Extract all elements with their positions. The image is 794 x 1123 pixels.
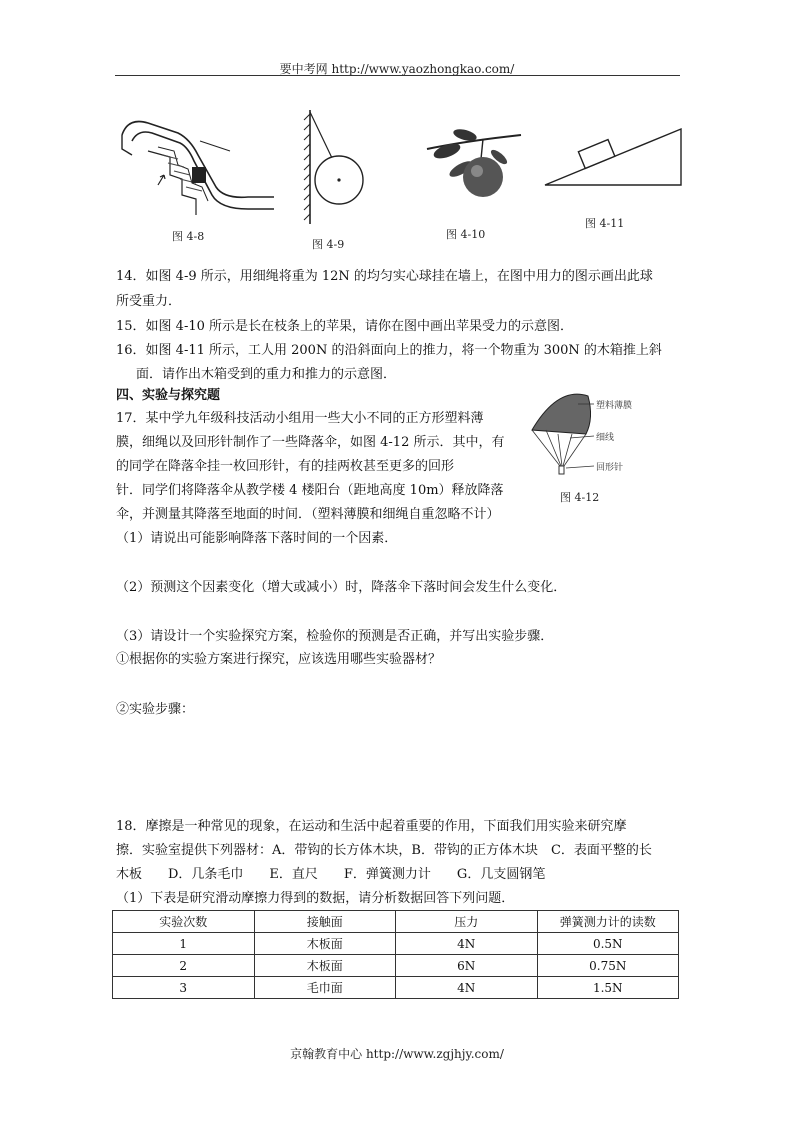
header-divider: [115, 75, 680, 76]
table-row: [113, 933, 679, 955]
table-cell: 毛巾面: [254, 977, 396, 999]
table-header-surface: 接触面: [254, 911, 396, 933]
table-cell: 木板面: [254, 955, 396, 977]
question-14-line-1: 14．如图 4-9 所示，用细绳将重为 12N 的均匀实心球挂在墙上，在图中用力的图示画出此球: [116, 269, 653, 284]
question-16-line-1: 16．如图 4-11 所示，工人用 200N 的沿斜面向上的推力，将一个物重为 300N 的木箱推上斜: [116, 343, 662, 358]
table-cell: 4N: [396, 933, 538, 955]
page-footer: 京翰教育中心 http://www.zgjhjy.com/: [290, 1047, 504, 1061]
page-header: 要中考网 http://www.yaozhongkao.com/: [279, 62, 515, 76]
table-cell: 0.5N: [537, 933, 679, 955]
question-17-line-4: 针．同学们将降落伞从教学楼 4 楼阳台（距地高度 10m）释放降落: [116, 483, 504, 498]
question-17-line-3: 的同学在降落伞挂一枚回形针，有的挂两枚甚至更多的回形: [116, 459, 455, 474]
table-cell: 2: [113, 955, 255, 977]
friction-data-table: [112, 910, 679, 999]
question-17-part-3a: ①根据你的实验方案进行探究，应该选用哪些实验器材？: [116, 652, 442, 667]
question-18-part-1: （1）下表是研究滑动摩擦力得到的数据，请分析数据回答下列问题．: [116, 891, 515, 906]
question-15: 15．如图 4-10 所示是长在枝条上的苹果，请你在图中画出苹果受力的示意图．: [116, 319, 574, 334]
table-cell: 3: [113, 977, 255, 999]
table-cell: 4N: [396, 977, 538, 999]
table-cell: 1.5N: [537, 977, 679, 999]
question-16-line-2: 面．请作出木箱受到的重力和推力的示意图．: [136, 367, 397, 382]
parachute-figure: [528, 390, 678, 480]
figure-caption-4-8: 图 4-8: [172, 230, 205, 243]
figure-caption-4-9: 图 4-9: [312, 238, 345, 251]
question-17-line-2: 膜，细绳以及回形针制作了一些降落伞，如图 4-12 所示．其中，有: [116, 435, 505, 450]
parachute-label-film: 塑料薄膜: [596, 401, 633, 411]
table-cell: 1: [113, 933, 255, 955]
table-cell: 木板面: [254, 933, 396, 955]
table-header-row: [113, 911, 679, 933]
table-cell: 0.75N: [537, 955, 679, 977]
figure-caption-4-10: 图 4-10: [446, 228, 486, 241]
table-row: [113, 955, 679, 977]
question-18-line-1: 18．摩擦是一种常见的现象，在运动和生活中起着重要的作用，下面我们用实验来研究摩: [116, 819, 627, 834]
incline-box-figure: [543, 123, 685, 189]
figure-caption-4-11: 图 4-11: [585, 217, 625, 230]
question-17-line-1: 17．某中学九年级科技活动小组用一些大小不同的正方形塑料薄: [116, 411, 484, 426]
parachute-label-string: 细线: [596, 433, 615, 443]
escalator-figure: [118, 115, 278, 225]
question-14-line-2: 所受重力．: [116, 294, 182, 309]
question-18-line-2: 擦．实验室提供下列器材：A．带钩的长方体木块，B．带钩的正方体木块 C．表面平整的长: [116, 843, 652, 858]
table-header-pressure: 压力: [396, 911, 538, 933]
table-header-reading: 弹簧测力计的读数: [537, 911, 679, 933]
question-17-part-3: （3）请设计一个实验探究方案，检验你的预测是否正确，并写出实验步骤．: [116, 629, 554, 644]
section-title-experiments: 四、实验与探究题: [116, 388, 221, 403]
figure-caption-4-12: 图 4-12: [560, 491, 600, 504]
question-17-part-3b: ②实验步骤：: [116, 702, 195, 717]
question-17-line-5: 伞，并测量其降落至地面的时间．（塑料薄膜和细绳自重忽略不计）: [116, 507, 500, 522]
apple-figure: [425, 125, 525, 203]
table-row: [113, 977, 679, 999]
table-cell: 6N: [396, 955, 538, 977]
table-header-trial: 实验次数: [113, 911, 255, 933]
question-17-part-1: （1）请说出可能影响降落下落时间的一个因素．: [116, 531, 398, 546]
parachute-label-paperclip: 回形针: [596, 463, 624, 473]
question-18-line-3: 木板 D．几条毛巾 E．直尺 F．弹簧测力计 G．几支圆钢笔: [116, 867, 546, 882]
hanging-ball-figure: [300, 108, 370, 228]
question-17-part-2: （2）预测这个因素变化（增大或减小）时，降落伞下落时间会发生什么变化．: [116, 580, 567, 595]
